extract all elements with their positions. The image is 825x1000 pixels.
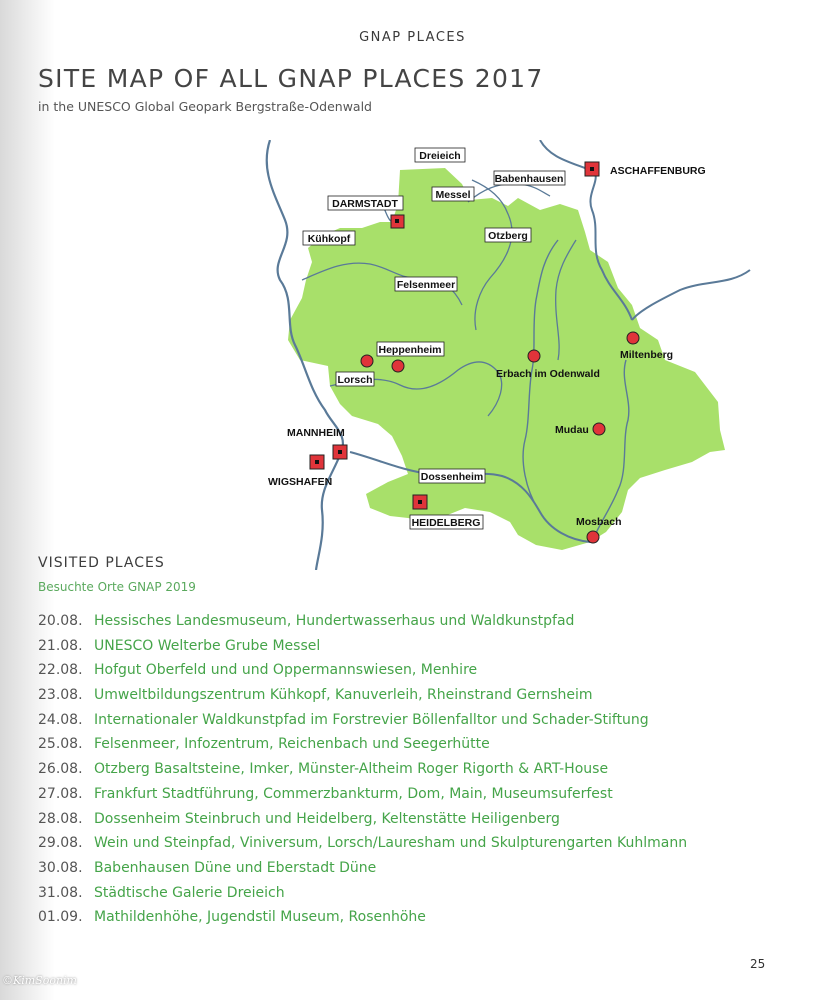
visited-places-title: VISITED PLACES: [38, 555, 165, 571]
visit-text: Hessisches Landesmuseum, Hundertwasserhaus und Waldkunstpfad: [94, 613, 575, 629]
visit-text: UNESCO Welterbe Grube Messel: [94, 637, 321, 654]
list-item: [38, 811, 687, 836]
list-item: [38, 761, 687, 786]
visit-text: Babenhausen Düne und Eberstadt Düne: [94, 859, 377, 876]
visit-text: Hofgut Oberfeld und und Oppermannswiesen, Menhire: [94, 662, 478, 679]
list-item: [38, 835, 687, 860]
label-dossenheim: Dossenheim: [420, 471, 484, 483]
visit-text: Internationaler Waldkunstpfad im Forstrevier Böllenfalltor und Schader-Stiftung: [94, 711, 649, 728]
visit-date: 20.08.: [38, 613, 83, 629]
visit-text: Frankfurt Stadtführung, Commerzbankturm, Dom, Main, Museumsuferfest: [94, 785, 613, 802]
list-item: [38, 638, 687, 663]
label-babenhausen: Babenhausen: [494, 173, 564, 185]
list-item: [38, 885, 687, 910]
visit-date: 23.08.: [38, 687, 83, 704]
visit-date: 25.08.: [38, 736, 83, 753]
visited-places-list: [38, 613, 687, 934]
visited-places-subtitle: Besuchte Orte GNAP 2019: [38, 580, 196, 594]
visit-text: Felsenmeer, Infozentrum, Reichenbach und Seegerhütte: [94, 736, 490, 753]
label-otzberg: Otzberg: [488, 230, 528, 242]
label-mannheim: MANNHEIM: [287, 427, 345, 439]
running-head: GNAP PLACES: [359, 30, 466, 45]
visit-text: Umweltbildungszentrum Kühkopf, Kanuverleih, Rheinstrand Gernsheim: [94, 687, 593, 704]
page-subtitle: in the UNESCO Global Geopark Bergstraße-Odenwald: [38, 99, 372, 114]
label-darmstadt: DARMSTADT: [332, 198, 398, 210]
visit-text: Otzberg Basaltsteine, Imker, Münster-Altheim Roger Rigorth & ART-House: [94, 761, 609, 778]
visit-text: Städtische Galerie Dreieich: [94, 884, 285, 901]
visit-date: 28.08.: [38, 810, 83, 827]
visit-date: 21.08.: [38, 637, 83, 654]
visit-date: 29.08.: [38, 835, 83, 852]
river-main-east: [632, 270, 750, 320]
page-title: SITE MAP OF ALL GNAP PLACES 2017: [38, 64, 544, 93]
visit-date: 22.08.: [38, 662, 83, 679]
label-aschaffenburg: ASCHAFFENBURG: [610, 165, 706, 177]
label-mudau: Mudau: [555, 424, 589, 436]
list-item: [38, 736, 687, 761]
list-item: [38, 860, 687, 885]
label-messel: Messel: [435, 189, 471, 201]
label-dreieich: Dreieich: [419, 150, 461, 162]
list-item: [38, 712, 687, 737]
copyright-watermark: ©KimSoonim: [2, 974, 77, 987]
visit-date: 26.08.: [38, 761, 83, 778]
label-heidelberg: HEIDELBERG: [411, 517, 481, 529]
label-mosbach: Mosbach: [576, 516, 622, 528]
page-number: 25: [750, 957, 766, 971]
list-item: [38, 613, 687, 638]
label-felsenmeer: Felsenmeer: [396, 279, 456, 291]
visit-date: 30.08.: [38, 859, 83, 876]
label-heppenheim: Heppenheim: [378, 344, 442, 356]
visit-date: 31.08.: [38, 884, 83, 901]
label-wigshafen: WIGSHAFEN: [268, 476, 333, 488]
visit-date: 24.08.: [38, 711, 83, 728]
visit-text: Mathildenhöhe, Jugendstil Museum, Rosenhöhe: [94, 909, 426, 926]
list-item: [38, 687, 687, 712]
visit-text: Dossenheim Steinbruch und Heidelberg, Keltenstätte Heiligenberg: [94, 810, 560, 827]
visit-date: 01.09.: [38, 909, 83, 926]
list-item: [38, 786, 687, 811]
label-erbach: Erbach im Odenwald: [496, 368, 600, 380]
label-lorsch: Lorsch: [337, 374, 373, 386]
visit-text: Wein und Steinpfad, Viniversum, Lorsch/Lauresham und Skulpturengarten Kuhlmann: [94, 835, 688, 852]
geopark-map: [240, 140, 770, 570]
label-kuehkopf: Kühkopf: [307, 233, 351, 245]
visit-date: 27.08.: [38, 785, 83, 802]
list-item: [38, 662, 687, 687]
list-item: [38, 909, 687, 934]
label-miltenberg: Miltenberg: [620, 349, 674, 361]
